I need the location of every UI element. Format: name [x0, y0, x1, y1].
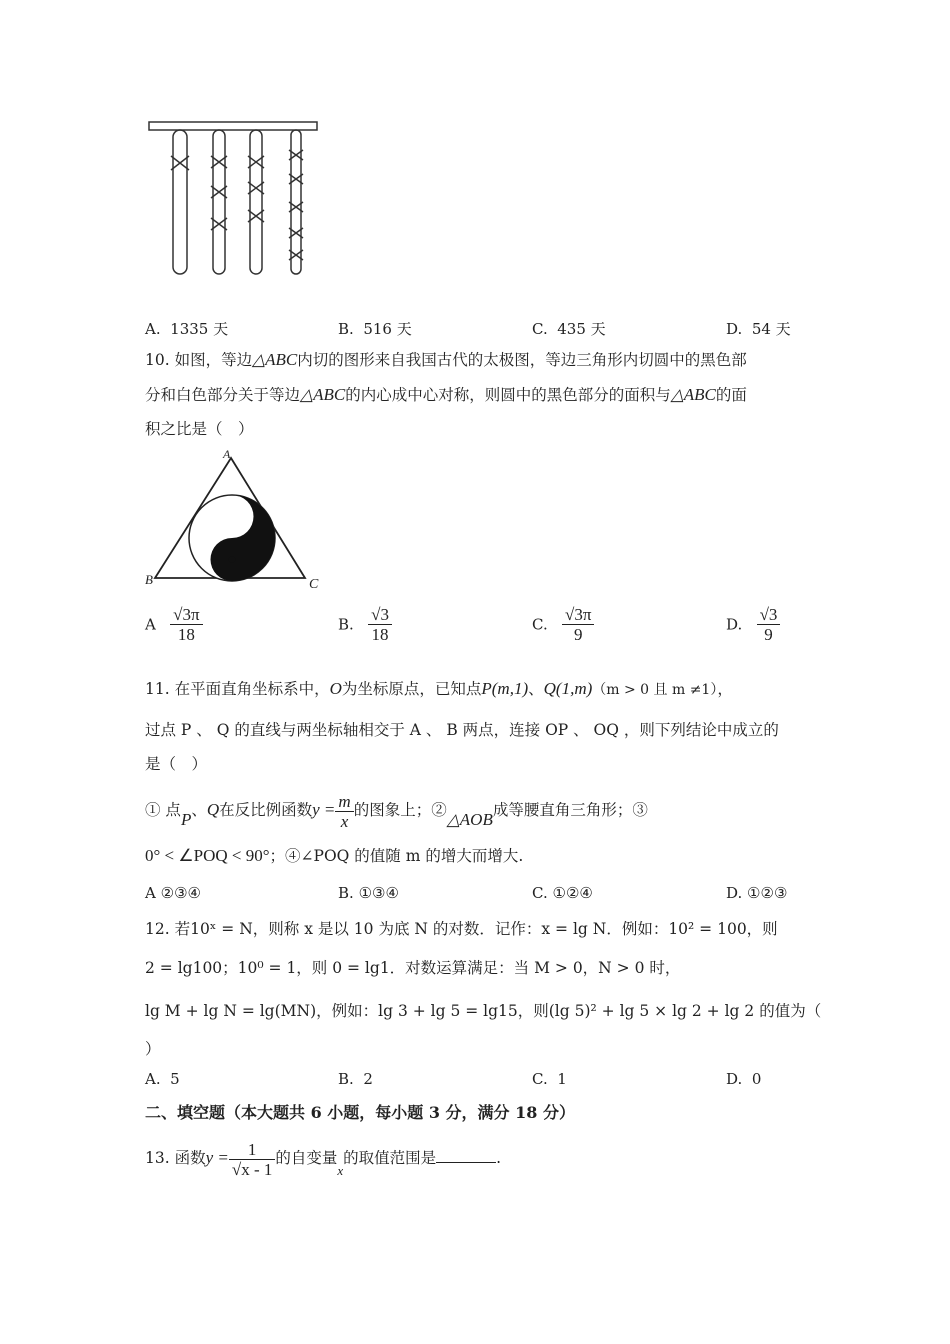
q9-option-c[interactable]: C. 435 天 [532, 320, 606, 338]
q12-line-4: ） [145, 1040, 161, 1058]
section-2-heading: 二、填空题（本大题共 6 小题，每小题 3 分，满分 18 分） [145, 1103, 575, 1122]
q11-option-d[interactable]: D. ①②③ [726, 884, 788, 902]
q10-option-d[interactable]: D. $\frac{√3}{9}$ [726, 605, 780, 644]
taiji-triangle-figure [143, 448, 328, 593]
rod-1 [173, 130, 187, 274]
q11-option-b[interactable]: B. ①③④ [338, 884, 399, 902]
q9-option-d[interactable]: D. 54 天 [726, 320, 791, 338]
q10-line-1: 10. 如图，等边△ABC内切的图形来自我国古代的太极图，等边三角形内切圆中的黑色部 [145, 350, 747, 369]
q10-option-b[interactable]: B. $\frac{√3}{18}$ [338, 605, 392, 644]
q10-line-2: 分和白色部分关于等边△ABC的内心成中心对称，则圆中的黑色部分的面积与△ABC的面 [145, 385, 747, 404]
label-c: C [309, 577, 319, 592]
q11-statement-1: ① 点P、Q在反比例函数y = $\frac{m}{x}$ 的图象上；②△AOB成等腰直角三角形；③ [145, 791, 648, 831]
rod-2 [213, 130, 225, 274]
q11-option-c[interactable]: C. ①②④ [532, 884, 593, 902]
q11-line-3: 是（ ） [145, 755, 208, 773]
q12-line-2: 2 = lg100；10⁰ = 1，则 0 = lg1．对数运算满足：当 M > 0，N > 0 时， [145, 959, 681, 977]
rods-figure [145, 118, 325, 283]
q13-line: 13. 函数y = $\frac{1}{√x - 1}$ 的自变量$_x$的取值范围是 . [145, 1139, 502, 1179]
q11-fraction: $\frac{m}{x}$ [335, 792, 353, 831]
rod-3 [250, 130, 262, 274]
q9-option-b[interactable]: B. 516 天 [338, 320, 412, 338]
label-a: A [223, 448, 231, 461]
q11-line-2: 过点 P 、 Q 的直线与两坐标轴相交于 A 、 B 两点，连接 OP 、 OQ ，则下列结论中成立的 [145, 721, 779, 739]
q10-option-c[interactable]: C. $\frac{√3\pi}{9}$ [532, 605, 594, 644]
q11-line-1: 11. 在平面直角坐标系中，O为坐标原点，已知点P(m,1)、Q(1,m)（m > 0 且 m ≠1）， [145, 679, 733, 698]
label-b: B [145, 572, 153, 587]
q9-option-a[interactable]: A. 1335 天 [145, 320, 229, 338]
q13-fraction: $\frac{1}{√x - 1}$ [229, 1140, 276, 1179]
q12-line-3: lg M + lg N = lg(MN)，例如：lg 3 + lg 5 = lg15，则(lg 5)² + lg 5 × lg 2 + lg 2 的值为（ [145, 1002, 822, 1020]
q11-option-a[interactable]: A ②③④ [145, 884, 201, 902]
q12-option-d[interactable]: D. 0 [726, 1070, 762, 1088]
q10-option-a[interactable]: A $\frac{√3\pi}{18}$ [145, 605, 203, 644]
answer-blank[interactable] [436, 1148, 496, 1163]
q12-line-1: 12. 若10ˣ = N，则称 x 是以 10 为底 N 的对数．记作：x = lg N．例如：10² = 100，则 [145, 920, 778, 938]
q12-option-b[interactable]: B. 2 [338, 1070, 373, 1088]
q11-statement-2: 0° < ∠POQ < 90°；④∠POQ 的值随 m 的增大而增大. [145, 846, 524, 865]
q12-option-c[interactable]: C. 1 [532, 1070, 567, 1088]
q10-line-3: 积之比是（ ） [145, 420, 254, 438]
q12-option-a[interactable]: A. 5 [145, 1070, 180, 1088]
